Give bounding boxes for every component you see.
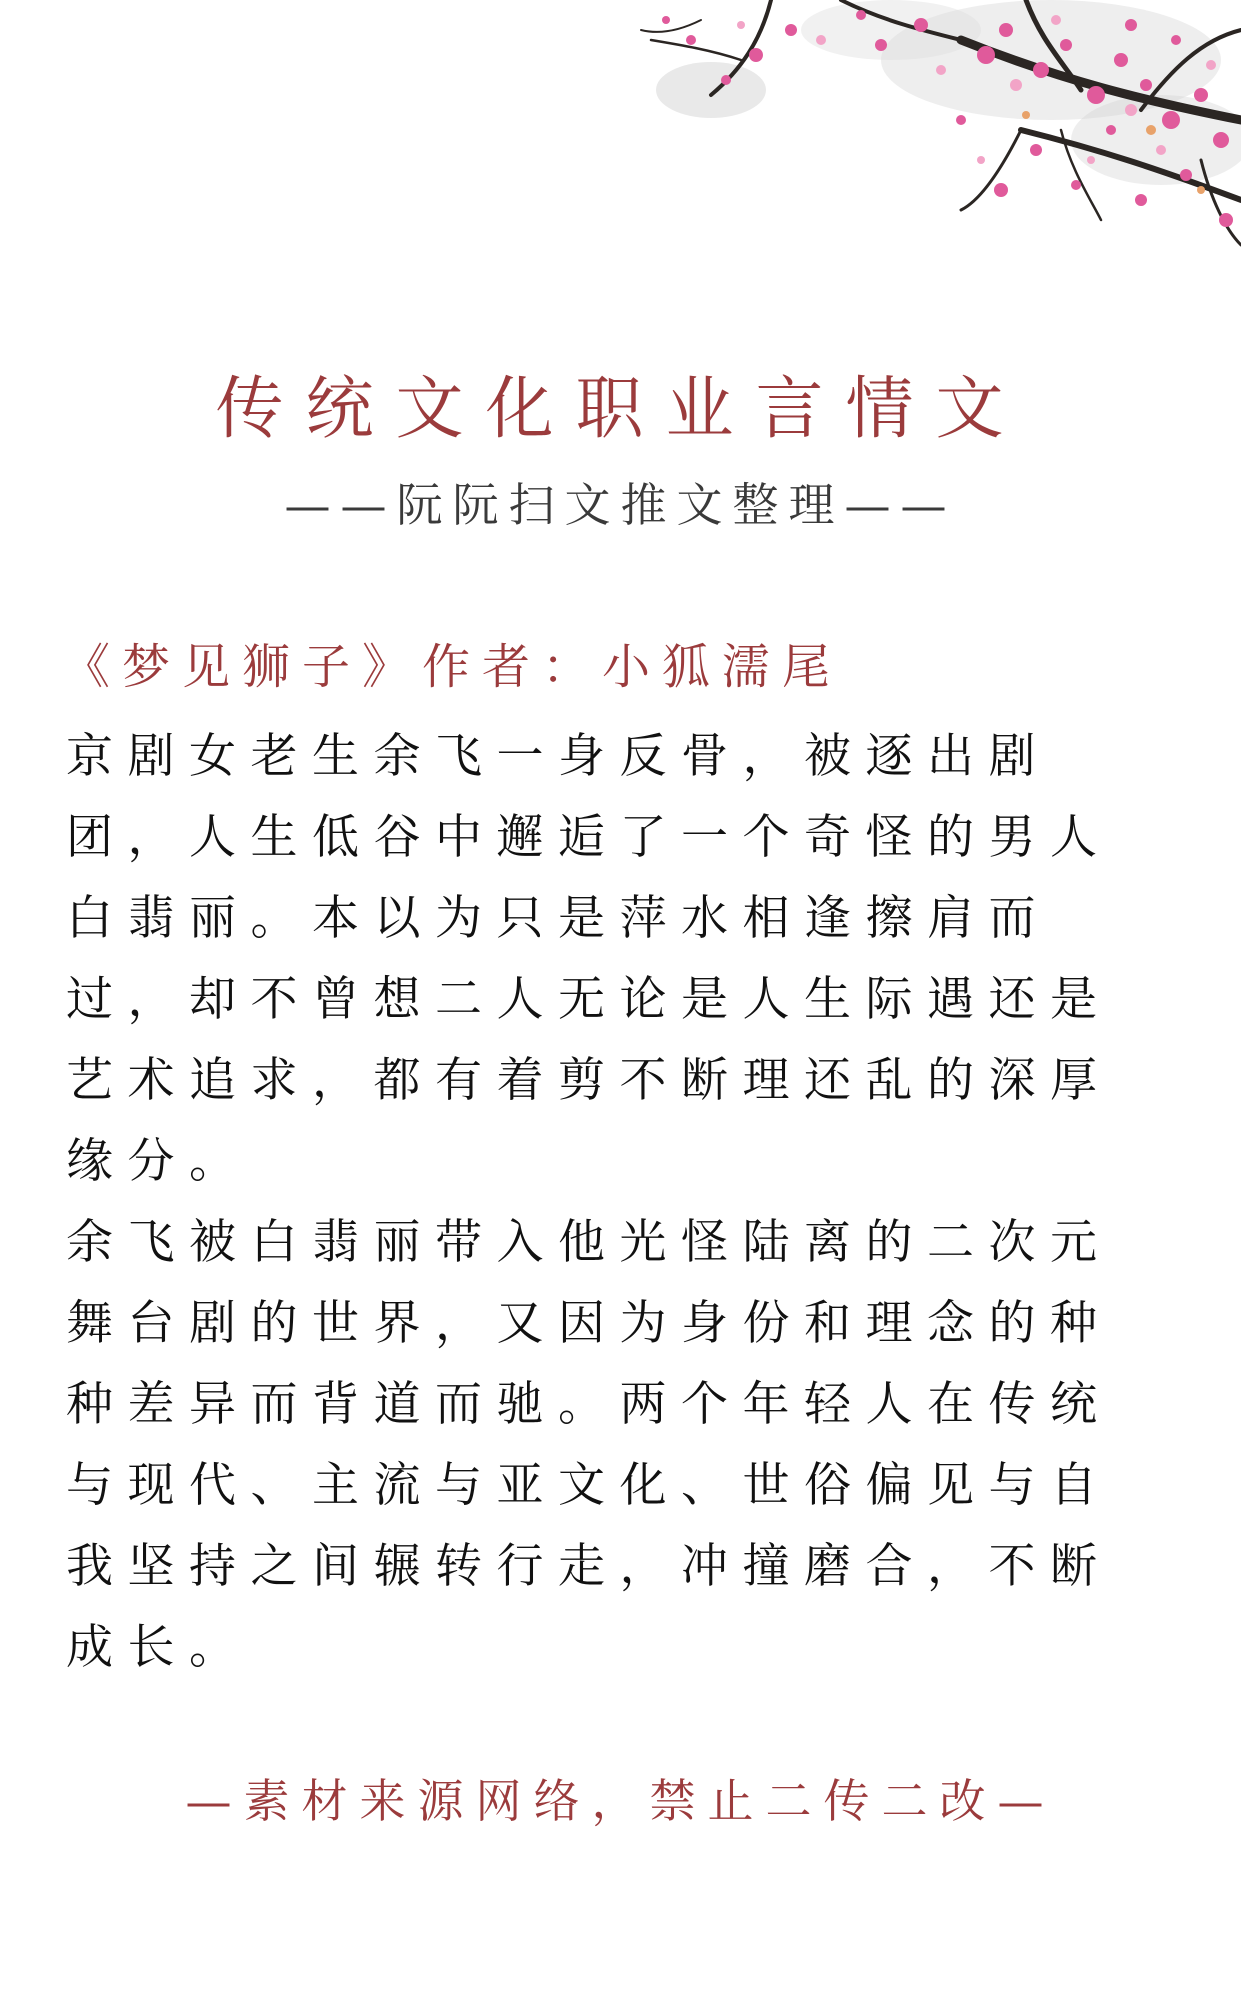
synopsis-paragraph: 余飞被白翡丽带入他光怪陆离的二次元舞台剧的世界，又因为身份和理念的种种差异而背道而驰。两个年轻人在传统与现代、主流与亚文化、世俗偏见与自我坚持之间辗转行走，冲撞磨合，不断成长。 bbox=[66, 1215, 1112, 1675]
page-subtitle: ——阮阮扫文推文整理—— bbox=[284, 478, 957, 532]
synopsis-paragraph: 京剧女老生余飞一身反骨，被逐出剧团，人生低谷中邂逅了一个奇怪的男人白翡丽。本以为只是萍水相逢擦肩而过，却不曾想二人无论是人生际遇还是艺术追求，都有着剪不断理还乱的深厚缘分。 bbox=[66, 729, 1112, 1189]
footer-note: —素材来源网络，禁止二传二改— bbox=[185, 1774, 1056, 1828]
page-title: 传统文化职业言情文 bbox=[215, 370, 1026, 449]
book-synopsis bbox=[66, 716, 1136, 1688]
plum-blossom-decoration bbox=[441, 0, 1241, 290]
book-heading: 《梦见狮子》作者：小狐濡尾 bbox=[62, 639, 843, 695]
